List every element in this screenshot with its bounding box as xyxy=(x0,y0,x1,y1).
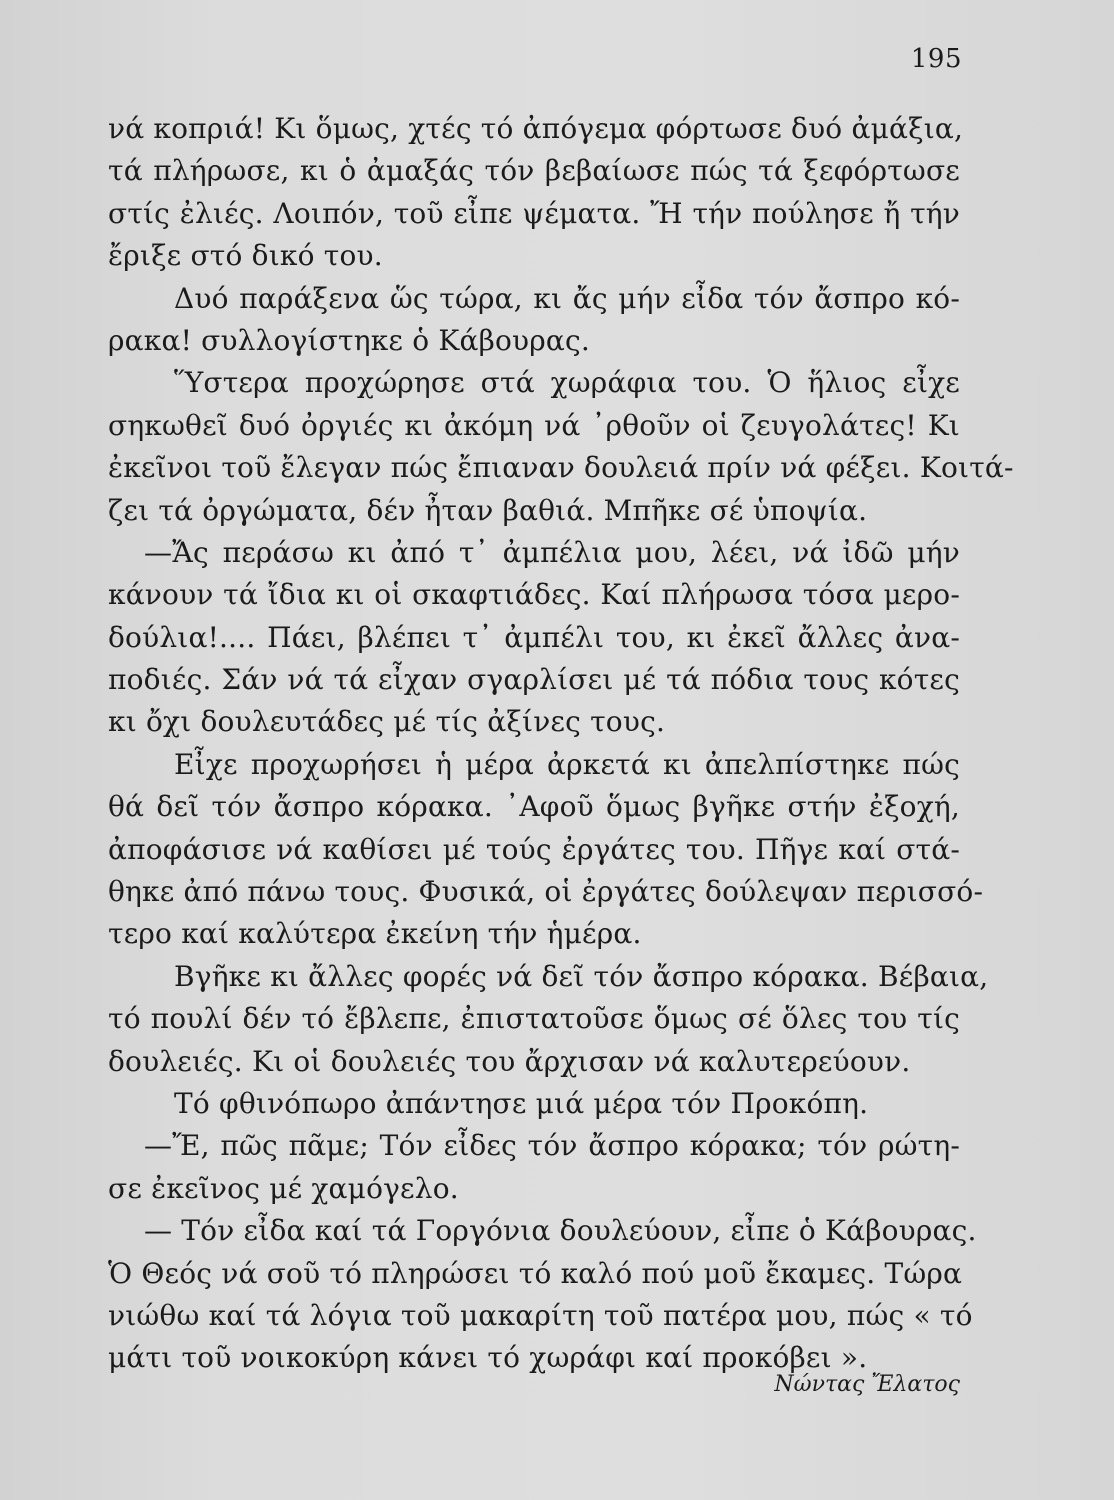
text-line: ρακα! συλλογίστηκε ὁ Κάβουρας. xyxy=(108,323,591,357)
text-line: ζει τά ὀργώματα, δέν ἦταν βαθιά. Μπῆκε σέ ὑποψία. xyxy=(108,493,868,527)
text-line: τά πλήρωσε, κι ὁ ἀμαξάς τόν βεβαίωσε πώς τά ξεφόρτωσε xyxy=(108,154,960,188)
text-line: μάτι τοῦ νοικοκύρη κάνει τό χωράφι καί προκόβει ». xyxy=(108,1341,868,1375)
text-line: ἔριξε στό δικό του. xyxy=(108,239,383,273)
text-line: —Ἔ, πῶς πᾶμε; Τόν εἶδες τόν ἄσπρο κόρακα; τόν ρώτη- xyxy=(144,1129,960,1163)
text-line: θηκε ἀπό πάνω τους. Φυσικά, οἱ ἐργάτες δούλεψαν περισσό- xyxy=(108,875,984,909)
text-line: δούλια!.... Πάει, βλέπει τ᾿ ἀμπέλι του, κι ἐκεῖ ἄλλες ἀνα- xyxy=(108,620,960,654)
text-line: σε ἐκεῖνος μέ χαμόγελο. xyxy=(108,1171,459,1205)
text-line: θά δεῖ τόν ἄσπρο κόρακα. ᾿Αφοῦ ὅμως βγῆκε στήν ἐξοχή, xyxy=(108,790,960,824)
text-line: Τό φθινόπωρο ἀπάντησε μιά μέρα τόν Προκόπη. xyxy=(174,1086,869,1120)
text-line: Ὕστερα προχώρησε στά χωράφια του. Ὁ ἥλιος εἶχε xyxy=(174,366,960,400)
text-line: —Ἄς περάσω κι ἀπό τ᾿ ἀμπέλια μου, λέει, νά ἰδῶ μήν xyxy=(144,535,960,569)
author-signature: Νώντας Ἔλατος xyxy=(774,1372,960,1397)
text-line: τερο καί καλύτερα ἐκείνη τήν ἡμέρα. xyxy=(108,917,642,951)
text-line: τό πουλί δέν τό ἔβλεπε, ἐπιστατοῦσε ὅμως σέ ὅλες του τίς xyxy=(108,1002,960,1036)
text-line: δουλειές. Κι οἱ δουλειές του ἄρχισαν νά καλυτερεύουν. xyxy=(108,1044,911,1078)
text-line: — Τόν εἶδα καί τά Γοργόνια δουλεύουν, εἶπε ὁ Κάβουρας. xyxy=(144,1214,977,1248)
text-line: κάνουν τά ἴδια κι οἱ σκαφτιάδες. Καί πλήρωσα τόσα μερο- xyxy=(108,578,960,612)
text-line: σηκωθεῖ δυό ὀργιές κι ἀκόμη νά ᾿ρθοῦν οἱ ζευγολάτες! Κι xyxy=(108,408,960,442)
text-line: νά κοπριά! Κι ὅμως, χτές τό ἀπόγεμα φόρτωσε δυό ἀμάξια, xyxy=(108,112,964,145)
body-text xyxy=(108,108,1014,1380)
text-line: Ὁ Θεός νά σοῦ τό πληρώσει τό καλό πού μοῦ ἔκαμες. Τώρα xyxy=(108,1256,963,1290)
page-number: 195 xyxy=(910,44,962,74)
text-line: ποδιές. Σάν νά τά εἶχαν σγαρλίσει μέ τά πόδια τους κότες xyxy=(108,663,960,697)
text-line: ἀποφάσισε νά καθίσει μέ τούς ἐργάτες του. Πῆγε καί στά- xyxy=(108,832,960,866)
text-line: στίς ἐλιές. Λοιπόν, τοῦ εἶπε ψέματα. Ἤ τήν πούλησε ἤ τήν xyxy=(108,196,960,230)
text-line: κι ὄχι δουλευτάδες μέ τίς ἀξίνες τους. xyxy=(108,705,666,739)
text-line: Δυό παράξενα ὥς τώρα, κι ἄς μήν εἶδα τόν ἄσπρο κό- xyxy=(174,281,960,315)
text-line: Εἶχε προχωρήσει ἡ μέρα ἀρκετά κι ἀπελπίστηκε πώς xyxy=(174,747,960,781)
text-line: Βγῆκε κι ἄλλες φορές νά δεῖ τόν ἄσπρο κόρακα. Βέβαια, xyxy=(174,959,989,993)
text-line: νιώθω καί τά λόγια τοῦ μακαρίτη τοῦ πατέρα μου, πώς « τό xyxy=(108,1298,973,1332)
text-line: ἐκεῖνοι τοῦ ἔλεγαν πώς ἔπιαναν δουλειά πρίν νά φέξει. Κοιτά- xyxy=(108,451,1014,485)
